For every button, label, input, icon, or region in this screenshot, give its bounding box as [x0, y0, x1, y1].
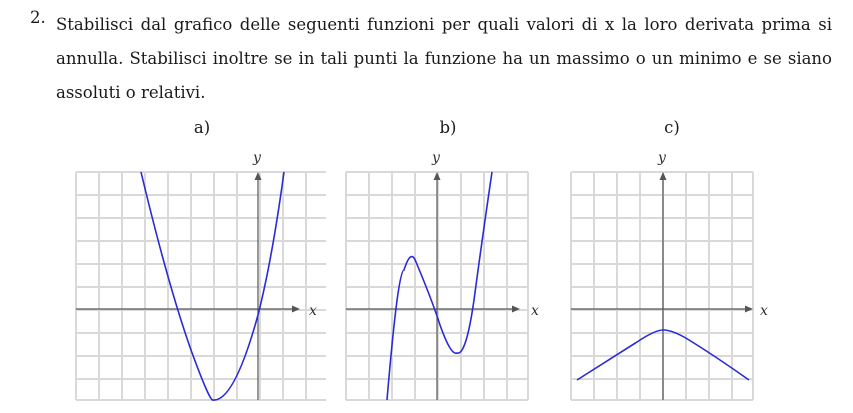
graph-a-x-arrow — [292, 306, 300, 313]
graph-a-label: a) — [193, 118, 211, 137]
graph-b-label: b) — [439, 118, 457, 137]
graph-a-grid — [76, 172, 326, 400]
graph-a-x-label: x — [309, 303, 317, 319]
graph-b-x-arrow — [512, 306, 520, 313]
exercise-number: 2. — [30, 8, 46, 27]
graph-b-x-label: x — [531, 303, 539, 319]
graph-c-x-arrow — [745, 306, 753, 313]
graph-b-y-arrow — [434, 172, 441, 180]
graph-c-y-arrow — [660, 172, 667, 180]
graph-c-y-label: y — [658, 150, 666, 166]
graph-a-plot — [60, 150, 340, 410]
graph-c-x-label: x — [760, 303, 768, 319]
graph-c-label: c) — [664, 118, 680, 137]
exercise-text: Stabilisci dal grafico delle seguenti funzioni per quali valori di x la loro derivata prima si annulla. Stabilisci inoltre se in tali punti la funzione ha un massimo o un minimo e se siano assoluti o relativi. — [56, 15, 832, 102]
graph-b-plot — [330, 150, 560, 410]
graph-b-y-label: y — [432, 150, 440, 166]
graph-a-y-label: y — [253, 150, 261, 166]
graph-c-plot — [555, 150, 795, 410]
